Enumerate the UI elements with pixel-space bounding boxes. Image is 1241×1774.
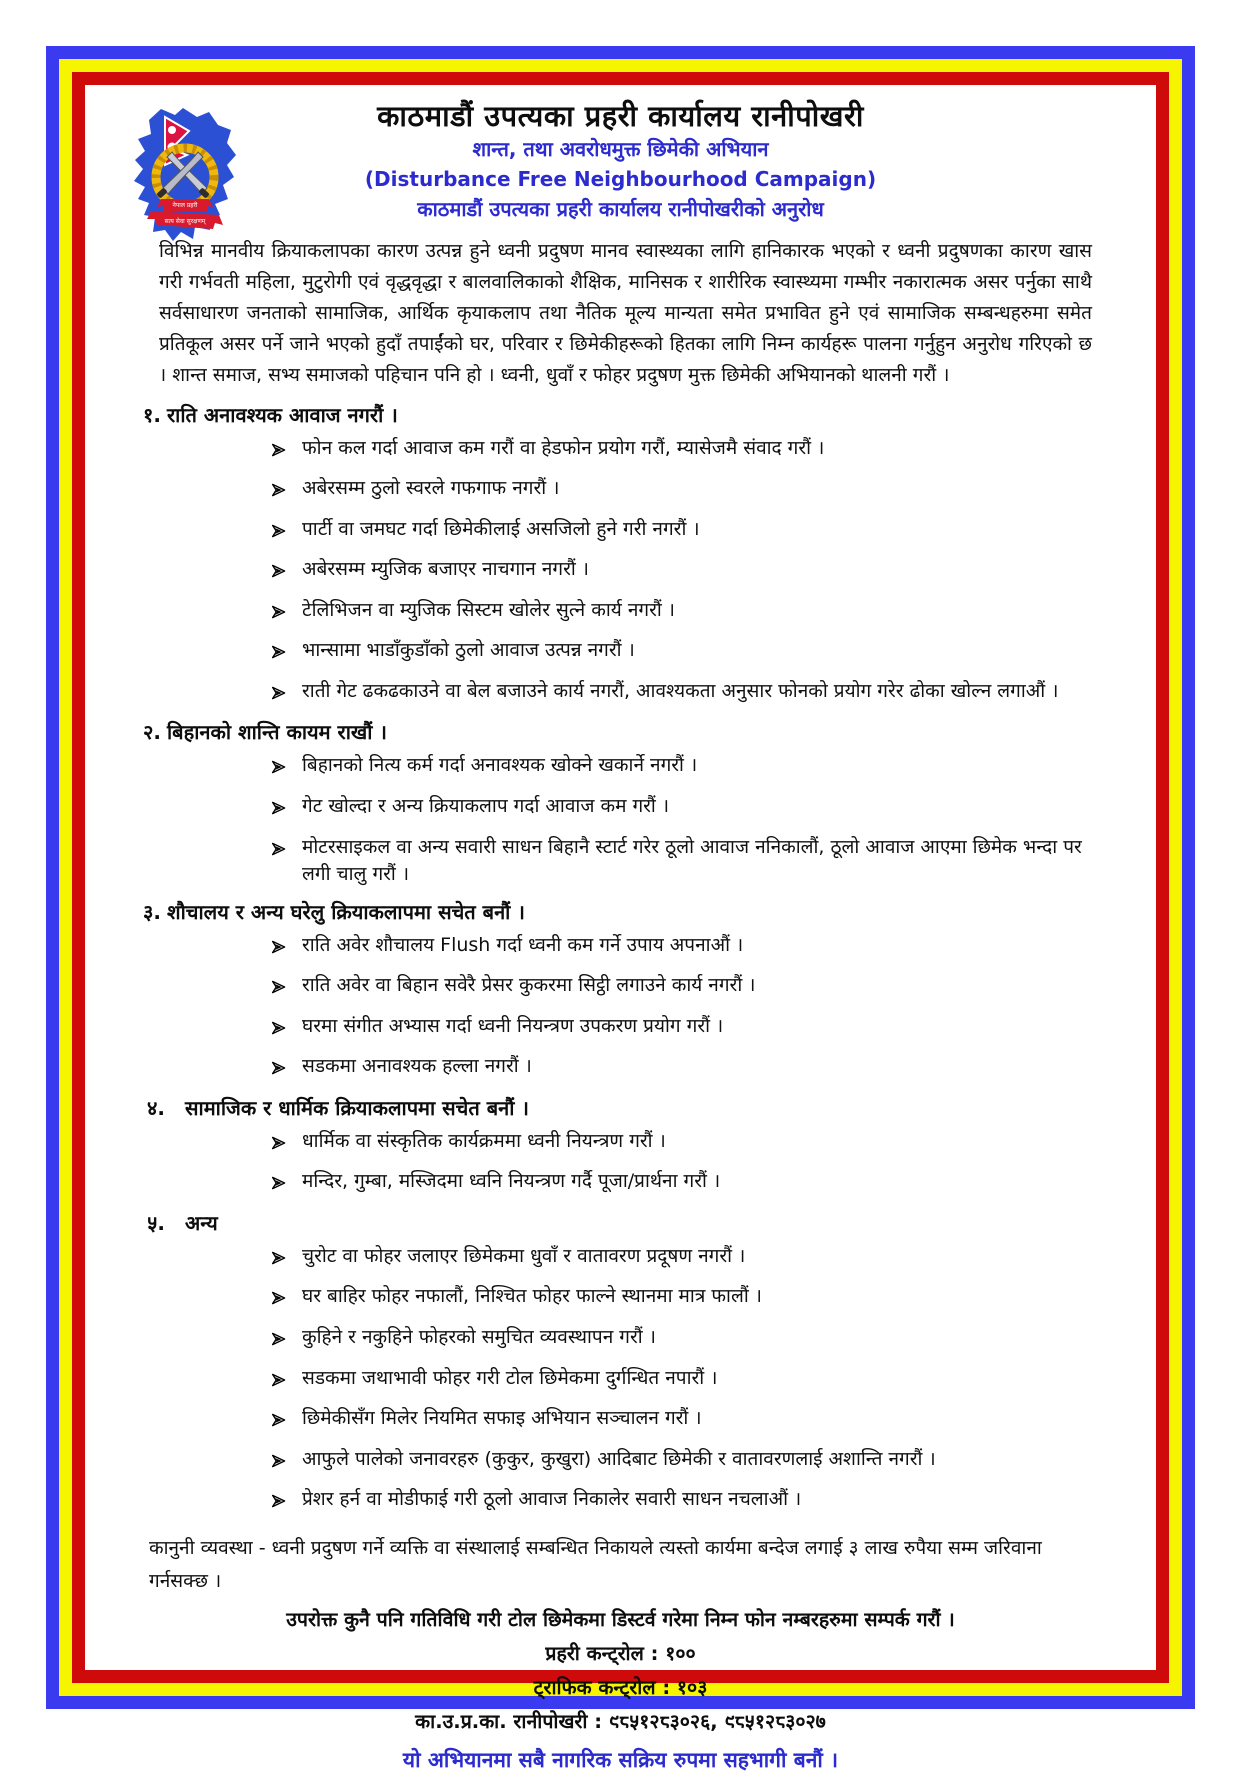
arrowhead-bullet-icon — [271, 479, 287, 507]
section-list — [143, 1243, 1098, 1518]
arrowhead-bullet-icon — [271, 838, 287, 866]
legal-provision: कानुनी व्यवस्था - ध्वनी प्रदुषण गर्ने व्यक्ति वा संस्थालाई सम्बन्धित निकायले त्यस्तो कार्यमा बन्देज लगाई ३ लाख रुपैया सम्म जरिवाना गर्नसक्छ । — [149, 1536, 1042, 1592]
section-title: बिहानको शान्ति कायम राखौं । — [167, 720, 387, 745]
arrowhead-bullet-icon — [271, 1057, 287, 1085]
arrowhead-bullet-icon — [271, 641, 287, 669]
list-item-text: गेट खोल्दा र अन्य क्रियाकलाप गर्दा आवाज कम गरौं । — [302, 794, 670, 817]
border-yellow — [59, 59, 1182, 1773]
list-item-text: सडकमा जथाभावी फोहर गरी टोल छिमेकमा दुर्गन्धित नपारौं । — [302, 1366, 718, 1389]
section-heading — [143, 1095, 1098, 1121]
list-item — [271, 1128, 1098, 1160]
section-title: सामाजिक र धार्मिक क्रियाकलापमा सचेत बनौं । — [185, 1095, 529, 1120]
section-title: राति अनावश्यक आवाज नगरौं । — [167, 402, 398, 427]
section-heading — [143, 402, 1098, 428]
section-list — [143, 932, 1098, 1085]
list-item — [271, 972, 1098, 1004]
arrowhead-bullet-icon — [271, 936, 287, 964]
list-item — [271, 1446, 1098, 1478]
list-item — [271, 793, 1098, 825]
document-page — [85, 85, 1156, 1773]
footer-slogan: यो अभियानमा सबै नागरिक सक्रिय रुपमा सहभागी बनौं । — [402, 1748, 839, 1773]
list-item — [271, 435, 1098, 467]
list-item-text: छिमेकीसँग मिलेर नियमित सफाइ अभियान सञ्चालन गरौं । — [302, 1407, 702, 1430]
arrowhead-bullet-icon — [271, 520, 287, 548]
list-item-text: घर बाहिर फोहर नफालौं, निश्चित फोहर फाल्ने स्थानमा मात्र फालौं । — [302, 1285, 762, 1308]
section-list — [143, 1128, 1098, 1200]
arrowhead-bullet-icon — [271, 1409, 287, 1437]
section-number: २. — [143, 720, 161, 745]
list-item-text: कुहिने र नकुहिने फोहरको समुचित व्यवस्थापन गरौं । — [302, 1325, 656, 1348]
list-item — [271, 678, 1098, 710]
intro-paragraph: विभिन्न मानवीय क्रियाकलापका कारण उत्पन्न हुने ध्वनी प्रदुषण मानव स्वास्थ्यका लागि हानिकारक भएको र ध्वनी प्रदुषणका कारण खास गरी गर्भवती महिला, मुटुरोगी एवं वृद्धवृद्धा र बालवालिकाको शैक्षिक, मानिसक र शारीरिक स्वास्थ्यमा गम्भीर नकारात्मक असर पर्नुका साथै सर्वसाधारण जनताको सामाजिक, आर्थिक कृयाकलाप तथा नैतिक मूल्य मान्यता समेत प्रभावित हुने एवं सामाजिक सम्बन्धहरुमा समेत प्रतिकूल असर पर्ने जाने भएको हुदाँ तपाईंको घर, परिवार र छिमेकीहरूको हितका लागि निम्न कार्यहरू पालना गर्नुहुन अनुरोध गरिएको छ । शान्त समाज, सभ्य समाजको पहिचान पनि हो । ध्वनी, धुवाँ र फोहर प्रदुषण मुक्त छिमेकी अभियानको थालनी गरौं । — [159, 239, 1092, 387]
list-item-text: फोन कल गर्दा आवाज कम गरौं वा हेडफोन प्रयोग गरौं, म्यासेजमै संवाद गरौं । — [302, 436, 825, 459]
list-item — [271, 597, 1098, 629]
arrowhead-bullet-icon — [271, 682, 287, 710]
nepal-police-emblem-icon — [121, 103, 245, 243]
list-item — [271, 1168, 1098, 1200]
list-item-text: अबेरसम्म म्युजिक बजाएर नाचगान नगरौं । — [302, 558, 590, 581]
section-heading — [143, 899, 1098, 925]
section-3 — [143, 899, 1098, 1085]
list-item — [271, 1053, 1098, 1085]
section-list — [143, 752, 1098, 888]
nepal-police-logo — [121, 103, 245, 243]
list-item — [271, 516, 1098, 548]
arrowhead-bullet-icon — [271, 1132, 287, 1160]
contact-phone-line: प्रहरी कन्ट्रोल : १०० — [545, 1642, 696, 1666]
request-line: काठमाडौं उपत्यका प्रहरी कार्यालय रानीपोखरीको अनुरोध — [417, 196, 824, 221]
list-item-text: धार्मिक वा संस्कृतिक कार्यक्रममा ध्वनी नियन्त्रण गरौं । — [302, 1129, 666, 1152]
arrowhead-bullet-icon — [271, 1017, 287, 1045]
list-item — [271, 1365, 1098, 1397]
logo-ribbon-bottom-text: सत्य सेवा सुरक्षणम् — [164, 218, 206, 225]
border-blue — [46, 46, 1195, 1773]
list-item-text: मोटरसाइकल वा अन्य सवारी साधन बिहानै स्टार्ट गरेर ठूलो आवाज ननिकालौं, ठूलो आवाज आएमा छिमेक भन्दा पर लगी चालु गरौं । — [302, 835, 1082, 886]
arrowhead-bullet-icon — [271, 601, 287, 629]
list-item — [271, 637, 1098, 669]
section-title: अन्य — [185, 1210, 218, 1235]
list-item-text: प्रेशर हर्न वा मोडीफाई गरी ठूलो आवाज निकालेर सवारी साधन नचलाऔं । — [302, 1488, 802, 1511]
section-title: शौचालय र अन्य घरेलु क्रियाकलापमा सचेत बनौं । — [167, 899, 525, 924]
list-item — [271, 556, 1098, 588]
document-header — [143, 95, 1098, 224]
arrowhead-bullet-icon — [271, 1328, 287, 1356]
list-item-text: अबेरसम्म ठुलो स्वरले गफगाफ नगरौं । — [302, 477, 560, 500]
list-item — [271, 752, 1098, 784]
list-item — [271, 1243, 1098, 1275]
arrowhead-bullet-icon — [271, 1490, 287, 1518]
arrowhead-bullet-icon — [271, 1172, 287, 1200]
border-red — [72, 72, 1169, 1773]
list-item-text: चुरोट वा फोहर जलाएर छिमेकमा धुवाँ र वातावरण प्रदूषण नगरौं । — [302, 1244, 746, 1267]
section-number: १. — [143, 402, 161, 427]
list-item — [271, 834, 1098, 889]
section-number: ५. — [147, 1210, 165, 1235]
list-item — [271, 1486, 1098, 1518]
section-number: ४. — [147, 1095, 165, 1120]
campaign-title-english: (Disturbance Free Neighbourhood Campaign) — [364, 166, 877, 191]
section-5 — [143, 1210, 1098, 1518]
section-number: ३. — [143, 899, 161, 924]
section-heading — [143, 1210, 1098, 1236]
campaign-title-nepali: शान्त, तथा अवरोधमुक्त छिमेकी अभियान — [472, 136, 769, 161]
section-1 — [143, 402, 1098, 710]
arrowhead-bullet-icon — [271, 797, 287, 825]
list-item-text: आफुले पालेको जनावरहरु (कुकुर, कुखुरा) आदिबाट छिमेकी र वातावरणलाई अशान्ति नगरौं । — [302, 1447, 936, 1470]
list-item-text: बिहानको नित्य कर्म गर्दा अनावश्यक खोक्ने खकार्ने नगरौं । — [302, 754, 698, 777]
contact-phone-line: ट्राफिक कन्ट्रोल : १०३ — [533, 1676, 708, 1700]
list-item-text: टेलिभिजन वा म्युजिक सिस्टम खोलेर सुत्ने कार्य नगरौं । — [302, 598, 676, 621]
sections-container — [143, 402, 1098, 1518]
list-item-text: राती गेट ढकढकाउने वा बेल बजाउने कार्य नगरौं, आवश्यकता अनुसार फोनको प्रयोग गरेर ढोका खोल्न लगाऔं । — [302, 679, 1059, 702]
list-item-text: राति अवेर वा बिहान सवेरै प्रेसर कुकरमा सिट्ठी लगाउने कार्य नगरौं । — [302, 974, 756, 997]
arrowhead-bullet-icon — [271, 1450, 287, 1478]
contact-intro: उपरोक्त कुनै पनि गतिविधि गरी टोल छिमेकमा डिस्टर्व गरेमा निम्न फोन नम्बरहरुमा सम्पर्क गरौं । — [286, 1608, 955, 1632]
section-list — [143, 435, 1098, 710]
list-item-text: मन्दिर, गुम्बा, मस्जिदमा ध्वनि नियन्त्रण गर्दै पूजा/प्रार्थना गरौं । — [302, 1170, 721, 1193]
office-title: काठमाडौं उपत्यका प्रहरी कार्यालय रानीपोखरी — [377, 99, 864, 133]
list-item — [271, 932, 1098, 964]
contact-phone-line: का.उ.प्र.का. रानीपोखरी : ९८५१२८३०२६, ९८५१२८३०२७ — [415, 1710, 826, 1734]
arrowhead-bullet-icon — [271, 1369, 287, 1397]
list-item-text: राति अवेर शौचालय Flush गर्दा ध्वनी कम गर्ने उपाय अपनाऔं । — [302, 933, 744, 956]
arrowhead-bullet-icon — [271, 439, 287, 467]
list-item-text: भान्सामा भाडाँकुडाँको ठुलो आवाज उत्पन्न नगरौं । — [302, 639, 635, 662]
list-item — [271, 1283, 1098, 1315]
section-heading — [143, 719, 1098, 745]
list-item — [271, 1013, 1098, 1045]
arrowhead-bullet-icon — [271, 756, 287, 784]
arrowhead-bullet-icon — [271, 976, 287, 1004]
section-2 — [143, 719, 1098, 888]
list-item-text: पार्टी वा जमघट गर्दा छिमेकीलाई असजिलो हुने गरी नगरौं । — [302, 517, 700, 540]
list-item — [271, 475, 1098, 507]
contact-lines — [143, 1639, 1098, 1734]
section-4 — [143, 1095, 1098, 1200]
list-item — [271, 1405, 1098, 1437]
list-item-text: सडकमा अनावश्यक हल्ला नगरौं । — [302, 1055, 532, 1078]
list-item-text: घरमा संगीत अभ्यास गर्दा ध्वनी नियन्त्रण उपकरण प्रयोग गरौं । — [302, 1014, 724, 1037]
logo-ribbon-top-text: नेपाल प्रहरी — [172, 202, 198, 209]
arrowhead-bullet-icon — [271, 1287, 287, 1315]
list-item — [271, 1324, 1098, 1356]
arrowhead-bullet-icon — [271, 1247, 287, 1275]
arrowhead-bullet-icon — [271, 560, 287, 588]
